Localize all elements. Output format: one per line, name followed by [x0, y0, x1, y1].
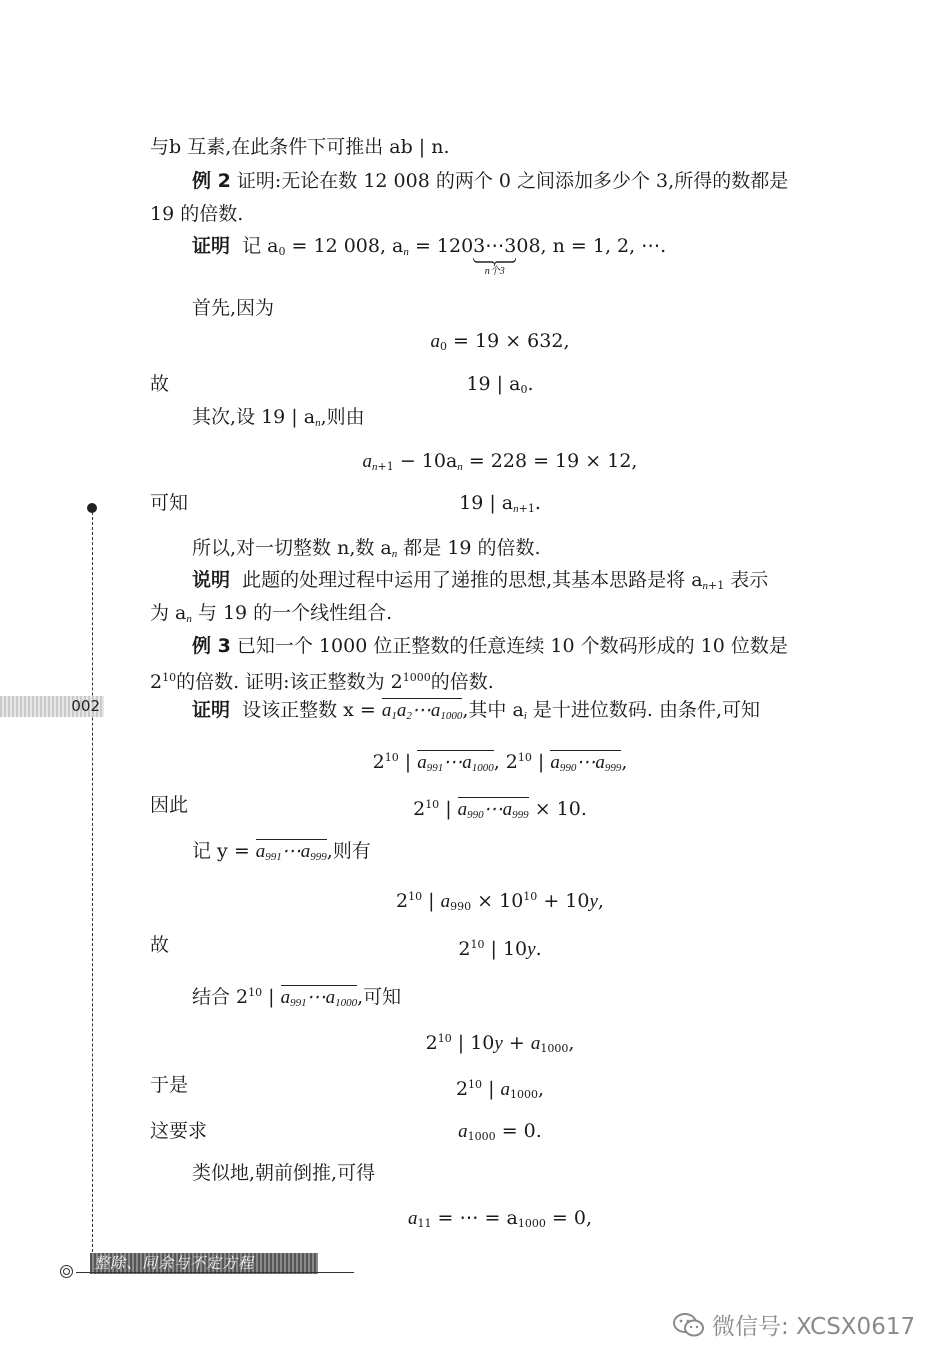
- equation-12: $a_{11}$ = ⋯ = $a_{1000} = 0$,: [408, 1207, 592, 1230]
- equation-3: $a_{n+1} - 10a_n = 228 = 19 \times 12$,: [362, 450, 638, 473]
- footer-title: 整除、同余与不定方程: [94, 1254, 255, 1272]
- example-2-line-1: 例 2 证明:无论在数 12 008 的两个 0 之间添加多少个 3,所得的数都是: [192, 170, 789, 192]
- example-3-line-1: 例 3 已知一个 1000 位正整数的任意连续 10 个数码形成的 10 位数是: [192, 635, 788, 657]
- first-line: 首先,因为: [192, 297, 275, 319]
- text-line-1: 与b 互素,在此条件下可推出 ab | n.: [150, 136, 450, 158]
- proof-3-label: 证明: [192, 699, 231, 721]
- yushi-label: 于是: [150, 1074, 189, 1096]
- note-line-2: 为 $a_n$ 与 19 的一个线性组合.: [150, 602, 393, 625]
- kezhi-label-1: 可知: [150, 492, 189, 514]
- combine-line: 结合 $2^{10}$ | $a_{991}\cdots a_{1000}$,可知: [192, 986, 402, 1009]
- proof-3-line: 证明 设该正整数 $x = a_1a_2\cdots a_{1000}$,其中 $a_i$ 是十进位数码. 由条件,可知: [192, 699, 761, 722]
- gu-label-2: 故: [150, 934, 170, 956]
- margin-dashed-line: [92, 512, 93, 1252]
- footer-rule: [76, 1272, 354, 1273]
- equation-1: $a_0 = 19 \times 632$,: [430, 330, 570, 353]
- note-line-1: 说明 此题的处理过程中运用了递推的思想,其基本思路是将 $a_{n+1}$ 表示: [192, 569, 769, 592]
- gu-label-1: 故: [150, 373, 170, 395]
- yinci-label: 因此: [150, 794, 189, 816]
- footer-inner-circle-icon: [63, 1268, 70, 1275]
- equation-5: $2^{10}$ | $a_{991}\cdots a_{1000}$, $2^{10}$ | $a_{990}\cdots a_{999}$,: [372, 751, 628, 774]
- example-2-line-2: 19 的倍数.: [150, 203, 244, 225]
- requirement-label: 这要求: [150, 1120, 208, 1142]
- note-label: 说明: [192, 569, 231, 591]
- so-line: 所以,对一切整数 n,数 $a_n$ 都是 19 的倍数.: [192, 537, 541, 560]
- proof-2-line: 证明 记 $a_0 = 12$ 008, $a_n$ = 1203⋯3 n个3 08, n = 1, 2, ⋯.: [192, 235, 667, 277]
- equation-6: $2^{10}$ | $a_{990}\cdots a_{999} \times 10$.: [413, 798, 587, 821]
- underbrace-note: n个3: [484, 266, 505, 277]
- equation-8: $2^{10}$ | 10y.: [458, 938, 542, 960]
- wechat-icon: [672, 1312, 706, 1338]
- proof-label: 证明: [192, 235, 231, 257]
- equation-7: $2^{10}$ | $a_{990} \times 10^{10} + 10y$,: [396, 890, 604, 913]
- equation-2: 19 | $a_0$.: [466, 373, 534, 396]
- example-3-label: 例 3: [192, 635, 231, 657]
- equation-4: 19 | $a_{n+1}$.: [459, 492, 541, 515]
- watermark: 微信号: XCSX0617: [672, 1308, 915, 1341]
- page-number: 002: [71, 697, 100, 715]
- then-line: 其次,设 19 | $a_n$,则由: [192, 406, 365, 429]
- equation-9: $2^{10}$ | $10y + a_{1000}$,: [425, 1032, 575, 1055]
- equation-10: $2^{10}$ | $a_{1000}$,: [455, 1078, 545, 1101]
- example-2-label: 例 2: [192, 170, 231, 192]
- example-3-line-2: $2^{10}$的倍数. 证明:该正整数为 $2^{1000}$的倍数.: [150, 671, 494, 693]
- footer-title-band: [90, 1253, 318, 1274]
- underbrace-digits: 3⋯3 n个3: [473, 235, 517, 277]
- equation-11: $a_{1000} = 0$.: [458, 1120, 542, 1143]
- page-number-tab: [0, 696, 104, 717]
- similarly-line: 类似地,朝前倒推,可得: [192, 1162, 376, 1184]
- define-y-line: 记 $y = a_{991}\cdots a_{999}$,则有: [192, 840, 371, 863]
